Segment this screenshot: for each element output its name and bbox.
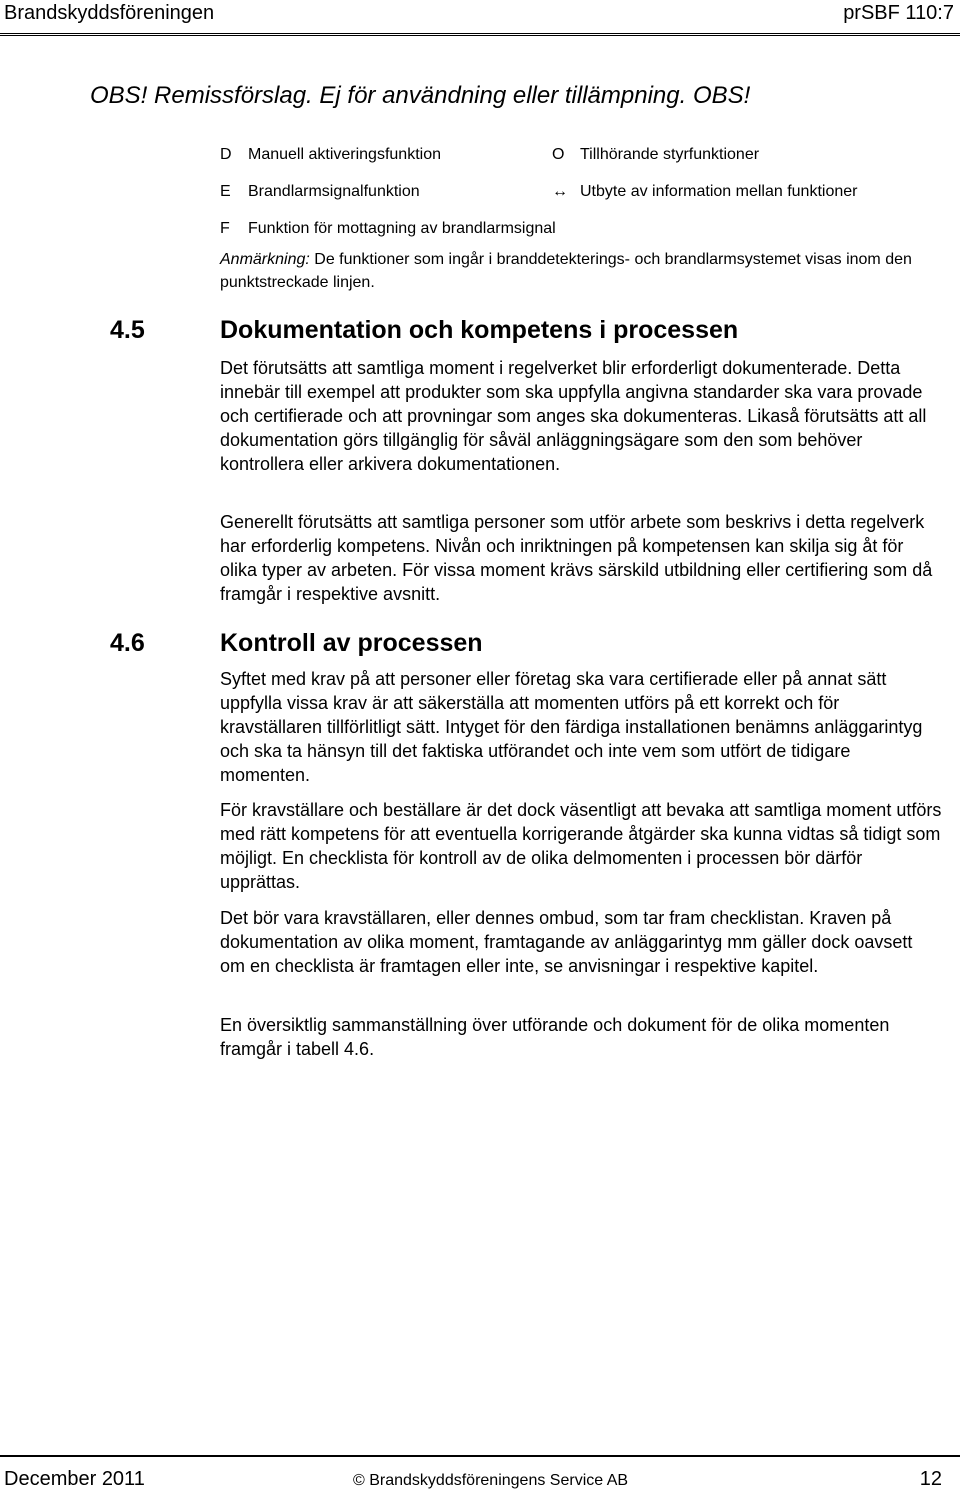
- section-number: 4.5: [110, 316, 145, 344]
- paragraph: Syftet med krav på att personer eller företag ska vara certifierade eller på annat sätt uppfylla vissa krav är att säkerställa att momenten utförs på ett korrekt och för kravställaren tillförlitligt sätt. Intyget för den färdiga installationen benämns anläggarintyg och ska ta hänsyn till det faktiska utförandet och inte vem som utfört de tidigare momenten.: [220, 669, 923, 785]
- obs-notice: OBS! Remissförslag. Ej för användning eller tillämpning. OBS!: [90, 82, 751, 109]
- legend-text: Brandlarmsignalfunktion: [248, 183, 420, 200]
- section-title: Dokumentation och kompetens i processen: [220, 316, 739, 344]
- note-text: De funktioner som ingår i branddetekterings- och brandlarmsystemet visas inom den punktstreckade linjen.: [220, 251, 912, 291]
- section-title: Kontroll av processen: [220, 629, 483, 657]
- legend-text: Tillhörande styrfunktioner: [580, 146, 760, 163]
- paragraph: För kravställare och beställare är det dock väsentligt att bevaka att samtliga moment utförs med rätt kompetens för att eventuella korrigerande åtgärder ska kunna vidtas så tidigt som möjligt. En checklista för kontroll av de olika delmomenten i processen bör därför upprättas.: [220, 800, 942, 892]
- header-doc-id: prSBF 110:7: [843, 2, 954, 24]
- section-number: 4.6: [110, 629, 145, 657]
- footer-date: December 2011: [4, 1468, 145, 1490]
- section-heading-4-6: [110, 629, 950, 659]
- legend-key: F: [220, 220, 230, 237]
- legend-text: Funktion för mottagning av brandlarmsignal: [248, 220, 556, 237]
- header-divider: [0, 33, 960, 39]
- header-org: Brandskyddsföreningen: [4, 2, 215, 24]
- legend-text: Utbyte av information mellan funktioner: [580, 183, 858, 200]
- paragraph: Det förutsätts att samtliga moment i regelverket blir erforderligt dokumenterade. Detta innebär till exempel att produkter som ska uppfylla angivna standarder ska vara provade och certifierade och att provningar som anges ska dokumenteras. Likaså förutsätts att all dokumentation görs tillgänglig för såväl anläggningsägare som den som behöver kontrollera eller arkivera dokumentationen.: [220, 358, 927, 474]
- legend-key: O: [552, 146, 565, 163]
- legend-text: Manuell aktiveringsfunktion: [248, 146, 441, 163]
- page-number: 12: [919, 1468, 942, 1490]
- footer-divider: [0, 1455, 960, 1457]
- note-label: Anmärkning:: [220, 251, 310, 268]
- paragraph: En översiktlig sammanställning över utförande och dokument för de olika momenten framgår i tabell 4.6.: [220, 1015, 890, 1059]
- paragraph: Det bör vara kravställaren, eller dennes ombud, som tar fram checklistan. Kraven på dokumentation av olika moment, framtagande av anläggarintyg mm gäller dock oavsett om en checklista är framtagen eller inte, se anvisningar i respektive kapitel.: [220, 908, 913, 976]
- section-heading-4-5: [110, 316, 950, 346]
- figure-note: [220, 249, 920, 294]
- legend-key: D: [220, 146, 232, 163]
- footer-copyright: © Brandskyddsföreningens Service AB: [353, 1472, 629, 1489]
- legend-key: E: [220, 183, 231, 200]
- double-arrow-icon: ↔: [552, 183, 568, 200]
- paragraph: Generellt förutsätts att samtliga personer som utför arbete som beskrivs i detta regelverk har erforderlig kompetens. Nivån och inriktningen på kompetensen kan skilja sig åt för olika typer av arbeten. För vissa moment krävs särskild utbildning eller certifiering som då framgår i respektive avsnitt.: [220, 512, 933, 604]
